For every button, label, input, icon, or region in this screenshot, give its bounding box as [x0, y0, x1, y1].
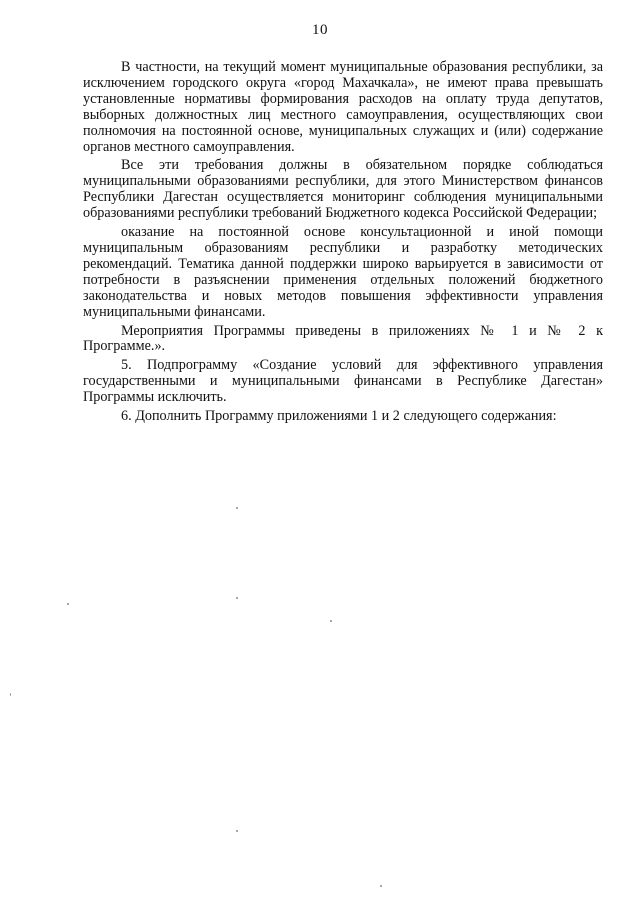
paragraph-municipal-restrictions: В частности, на текущий момент муниципальные образования республики, за исключением городского округа «город Махачкала», не имеют права превышать установленные нормативы формирования расходов на оплату труда депутатов, выборных должностных лиц местного самоуправления, осуществляющих свои полномочия на постоянной основе, муниципальных служащих и (или) содержание органов местного самоуправления.: [83, 59, 603, 155]
paragraph-item-5: 5. Подпрограмму «Создание условий для эффективного управления государственными и муниципальными финансами в Республике Дагестан» Программы исключить.: [83, 357, 603, 406]
page-number: 10: [312, 22, 328, 38]
paragraph-program-measures: Мероприятия Программы приведены в приложениях № 1 и № 2 к Программе.».: [83, 322, 603, 355]
scan-speck: [236, 830, 238, 832]
paragraph-consulting-assistance: оказание на постоянной основе консультационной и иной помощи муниципальным образованиям республики и разработку методических рекомендаций. Тематика данной поддержки широко варьируется в зависимости от потребности в разъяснении применения отдельных положений бюджетного законодательства и новых методов повышения эффективности управления муниципальными финансами.: [83, 224, 603, 320]
scan-speck: [236, 507, 238, 509]
paragraph-item-6: 6. Дополнить Программу приложениями 1 и 2 следующего содержания:: [121, 408, 557, 425]
scan-speck: [380, 885, 382, 887]
scan-speck: [10, 693, 11, 696]
paragraph-monitoring-requirements: Все эти требования должны в обязательном порядке соблюдаться муниципальными образованиями республики, для этого Министерством финансов Республики Дагестан осуществляется мониторинг соблюдения муниципальными образованиями республики требований Бюджетного кодекса Российской Федерации;: [83, 157, 603, 222]
scan-speck: [236, 597, 238, 599]
scan-speck: [67, 603, 69, 605]
document-body: [83, 60, 603, 428]
scan-speck: [330, 620, 332, 622]
